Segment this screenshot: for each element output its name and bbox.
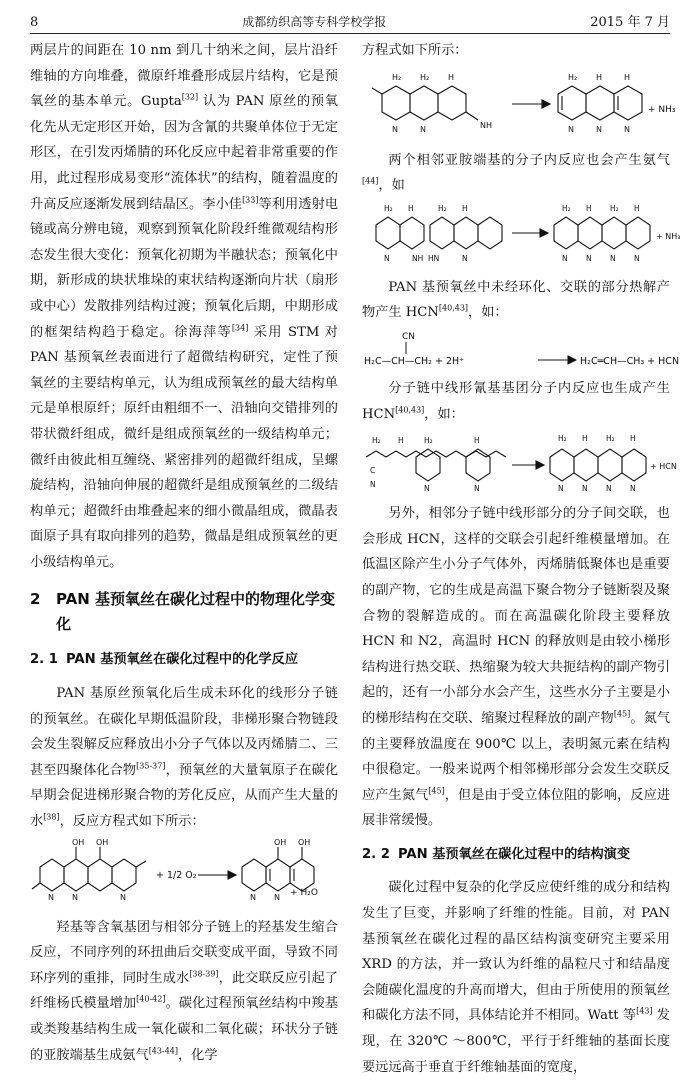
- paragraph: [30, 38, 338, 575]
- text-run: 认为 PAN 原丝的预氧化先从无定形区开始，因为含氰的共聚单体位于无定形区，在引发丙烯腈的环化反应中起着非常重要的作用，此过程形成易变形“流体状”的结构，随着温度的升高反应逐渐发展到结晶区。李小佳: [30, 94, 338, 212]
- svg-text:H₂: H₂: [558, 434, 567, 444]
- product-label: + NH₃: [656, 231, 681, 241]
- paragraph: [30, 915, 338, 1069]
- svg-text:N: N: [474, 484, 480, 494]
- svg-text:H₂: H₂: [392, 72, 402, 82]
- svg-text:N: N: [606, 484, 612, 494]
- svg-text:H: H: [624, 72, 631, 82]
- svg-text:N: N: [624, 124, 630, 134]
- svg-text:N: N: [596, 124, 602, 134]
- svg-text:N: N: [370, 480, 376, 490]
- citation: [44]: [362, 176, 379, 186]
- product-label: + HCN: [650, 462, 677, 472]
- text-run: ，如：: [424, 406, 464, 422]
- svg-text:H₂: H₂: [562, 203, 571, 213]
- svg-text:NH: NH: [480, 120, 492, 130]
- text-run: PAN 基预氧丝中未经环化、交联的部分热解产物产生 HCN: [362, 279, 670, 321]
- svg-text:N: N: [250, 892, 256, 902]
- svg-text:N: N: [72, 892, 78, 902]
- svg-text:H₂: H₂: [610, 203, 619, 213]
- svg-text:N: N: [462, 253, 468, 263]
- svg-text:N: N: [120, 892, 126, 902]
- svg-text:N: N: [630, 484, 636, 494]
- section-title: PAN 基预氧丝在碳化过程中的物理化学变化: [56, 590, 336, 634]
- text-run: ，反应方程式如下所示：: [59, 814, 205, 830]
- subsection-title: PAN 基预氧丝在碳化过程中的化学反应: [65, 652, 299, 668]
- reagent-label: + 1/2 O₂: [156, 869, 197, 881]
- svg-text:HN: HN: [428, 253, 440, 263]
- paragraph: [362, 501, 670, 834]
- citation: [43-44]: [148, 1046, 178, 1056]
- svg-text:H₂: H₂: [372, 436, 381, 446]
- subsection-number: 2. 2: [362, 846, 390, 862]
- svg-text:H: H: [582, 434, 588, 444]
- svg-text:H₂: H₂: [606, 434, 615, 444]
- text-run: 。氮气的主要释放温度在 900℃ 以上，表明氮元素在结构中很稳定。一般来说两个相邻梯形部分会发生交联反应产生氮气: [362, 710, 671, 803]
- svg-text:H: H: [408, 203, 414, 213]
- paragraph: [362, 148, 670, 199]
- left-column: [30, 38, 338, 1068]
- svg-text:N: N: [582, 484, 588, 494]
- svg-text:H₂: H₂: [420, 72, 430, 82]
- text-run: 等利用透射电镜或高分辨电镜，观察到预氧化阶段纤维微观结构形态发生很大变化：预氧化初期为半融状态；预氧化中期，新形成的块状堆垛的束状结构逐渐向片状（扇形或中心）发散排列结构过渡；预氧化后期，中期形成的框架结构趋于稳定。徐海萍等: [30, 196, 339, 340]
- svg-text:N: N: [384, 253, 390, 263]
- svg-text:H: H: [596, 72, 603, 82]
- text-run: 两个相邻亚胺端基的分子内反应也会产生氨气: [388, 152, 670, 168]
- reaction-diagram-aromatization: [30, 837, 338, 913]
- svg-text:N: N: [558, 484, 564, 494]
- svg-text:OH: OH: [96, 837, 109, 847]
- citation: [40,43]: [438, 303, 469, 313]
- reaction-diagram-hcn: [362, 328, 680, 374]
- reactant-formula: H₂C—CH—CH₂ + 2H⁺: [364, 355, 465, 367]
- page-number: 8: [30, 15, 39, 30]
- subsection-title: PAN 基预氧丝在碳化过程中的结构演变: [397, 846, 631, 862]
- svg-text:C: C: [370, 466, 376, 476]
- svg-text:N: N: [586, 253, 592, 263]
- text-run: 两层片的间距在 10 nm 到几十纳米之间，层片沿纤维轴的方向堆叠，微原纤堆叠形成层片结构，它是预氧丝的基本单元。Gupta: [30, 43, 338, 110]
- svg-text:H: H: [634, 203, 640, 213]
- svg-text:H₂: H₂: [424, 436, 433, 446]
- issue-date: 2015 年 7 月: [590, 15, 670, 30]
- text-run: ，此交联反应引起了纤维杨氏模量增加: [30, 970, 338, 1012]
- citation: [38]: [43, 812, 60, 822]
- svg-text:OH: OH: [274, 837, 287, 847]
- svg-text:H: H: [462, 203, 468, 213]
- text-run: 碳化过程中复杂的化学反应使纤维的成分和结构发生了巨变，并影响了纤维的性能。目前，对 PAN 基预氧丝在碳化过程的晶区结构演变研究主要采用 XRD 的方法，并一致认为纤维的晶粒尺寸和结晶度会随碳化温度的升高而增大，但由于所使用的预氧丝和碳化方法不同，具体结论并不相同。Watt 等: [362, 880, 670, 1024]
- citation: [43]: [636, 1007, 653, 1017]
- svg-text:H: H: [474, 436, 480, 446]
- subsection-number: 2. 1: [30, 652, 58, 668]
- svg-text:H₂: H₂: [568, 72, 578, 82]
- text-run: 发现，在 320℃ ～800℃，平行于纤维轴的基面长度要远远高于垂直于纤维轴基面的宽度，: [362, 1008, 670, 1075]
- svg-text:N: N: [634, 253, 640, 263]
- svg-text:N: N: [274, 892, 280, 902]
- citation: [45]: [613, 709, 631, 719]
- text-run: 另外，相邻分子链中线形部分的分子间交联，也会形成 HCN，这样的交联会引起纤维模量增加。在低温区除产生小分子气体外，丙烯腈低聚体也是重要的副产物，它的生成是高温下聚合物分子链断裂及聚合物的裂解造成的。而在高温碳化阶段主要释放 HCN 和 N2，高温时 HCN 的释放则是由较小梯形结构进行热交联、热缩聚为较大共扼结构的副产物引起的，还有一小部分水会产生，这些水分子主要是小的梯形结构在交联、缩聚过程释放的副产物: [362, 506, 670, 726]
- svg-text:H: H: [586, 203, 592, 213]
- text-run: 采用 STM 对 PAN 基预氧丝表面进行了超微结构研究，定性了预氧丝的主要结构单元，认为组成预氧丝的最大结构单元是单根原纤；原纤由粗细不一、沿轴向交错排列的带状微纤组成，微纤是组成预氧丝的一级结构单元；微纤由彼此相互缠绕、紧密排列的超微纤组成，呈螺旋结构，沿轴向伸展的超微纤是组成预氧丝的二级结构单元；超微纤由堆叠起来的细小微晶组成，微晶表面原子具有取向排列的趋势，微晶是组成预氧丝的更小级结构单元。: [30, 324, 338, 570]
- citation: [38-39]: [189, 969, 219, 979]
- svg-text:OH: OH: [298, 837, 311, 847]
- citation: [35-37]: [136, 761, 166, 771]
- section-heading: [30, 587, 338, 637]
- svg-text:N: N: [610, 253, 616, 263]
- svg-text:N: N: [562, 253, 568, 263]
- svg-text:N: N: [568, 124, 574, 134]
- paragraph: [30, 681, 338, 835]
- text-run: ，如: [378, 178, 405, 194]
- page-header: [30, 6, 670, 34]
- svg-text:N: N: [424, 484, 430, 494]
- text-run: PAN 基原丝预氧化后生成未环化的线形分子链的预氧丝。在碳化早期低温阶段，非梯形聚合物链段会发生裂解反应释放出小分子气体以及丙烯腈二、三甚至四聚体化合物: [30, 686, 338, 778]
- svg-text:N: N: [392, 124, 398, 134]
- svg-text:H₂: H₂: [384, 203, 393, 213]
- citation: [40,43]: [395, 405, 425, 415]
- citation: [33]: [242, 195, 259, 205]
- section-number: 2: [30, 590, 41, 609]
- citation: [32]: [181, 92, 199, 102]
- citation: [34]: [231, 323, 249, 333]
- product-label: + H₂O: [290, 887, 318, 898]
- paragraph: [362, 275, 670, 326]
- svg-text:N: N: [48, 892, 54, 902]
- reaction-diagram-imine-ammonia: [362, 66, 676, 146]
- text-run: 羟基等含氧基团与相邻分子链上的羟基发生缩合反应，不同序列的环扭曲后交联变成平面，导致不同环序列的重排，同时生成水: [30, 919, 338, 986]
- text-run: ，预氧丝的大量氧原子在碳化早期会促进梯形聚合物的芳化反应，从而产生大量的水: [30, 762, 339, 830]
- text-run: 分子链中线形氰基基团分子内反应也生成产生 HCN: [362, 380, 670, 422]
- citation: [45]: [428, 786, 445, 796]
- reaction-diagram-nitrile-hcn: [362, 429, 677, 499]
- paragraph: [362, 875, 670, 1080]
- text-run: 。碳化过程预氧丝结构中羧基或类羧基结构生成一氧化碳和二氧化碳；环状分子链的亚胺端基生成氨气: [30, 996, 339, 1063]
- svg-text:H: H: [448, 72, 455, 82]
- citation: [40-42]: [136, 995, 166, 1005]
- text-run: ，但是由于受立体位阻的影响，反应进展非常缓慢。: [362, 787, 671, 829]
- svg-text:NH: NH: [412, 253, 424, 263]
- text-run: 方程式如下所示：: [362, 43, 468, 58]
- product-label: + NH₃: [648, 104, 676, 115]
- svg-text:H: H: [398, 436, 404, 446]
- paragraph: [362, 376, 670, 427]
- paragraph: [362, 38, 670, 64]
- text-run: ，化学: [178, 1047, 218, 1063]
- right-column: [362, 38, 681, 1080]
- svg-text:H₂: H₂: [438, 203, 447, 213]
- subsection-heading: [362, 842, 670, 868]
- subsection-heading: [30, 647, 338, 673]
- reaction-diagram-two-imine: [362, 201, 681, 273]
- svg-text:H: H: [630, 434, 636, 444]
- cyano-label: CN: [402, 331, 416, 342]
- svg-text:OH: OH: [72, 837, 85, 847]
- product-formula: H₂C═CH—CH₃ + HCN: [580, 355, 680, 367]
- svg-text:N: N: [420, 124, 426, 134]
- journal-title: 成都纺织高等专科学校学报: [242, 15, 387, 29]
- text-run: ，如：: [468, 305, 508, 321]
